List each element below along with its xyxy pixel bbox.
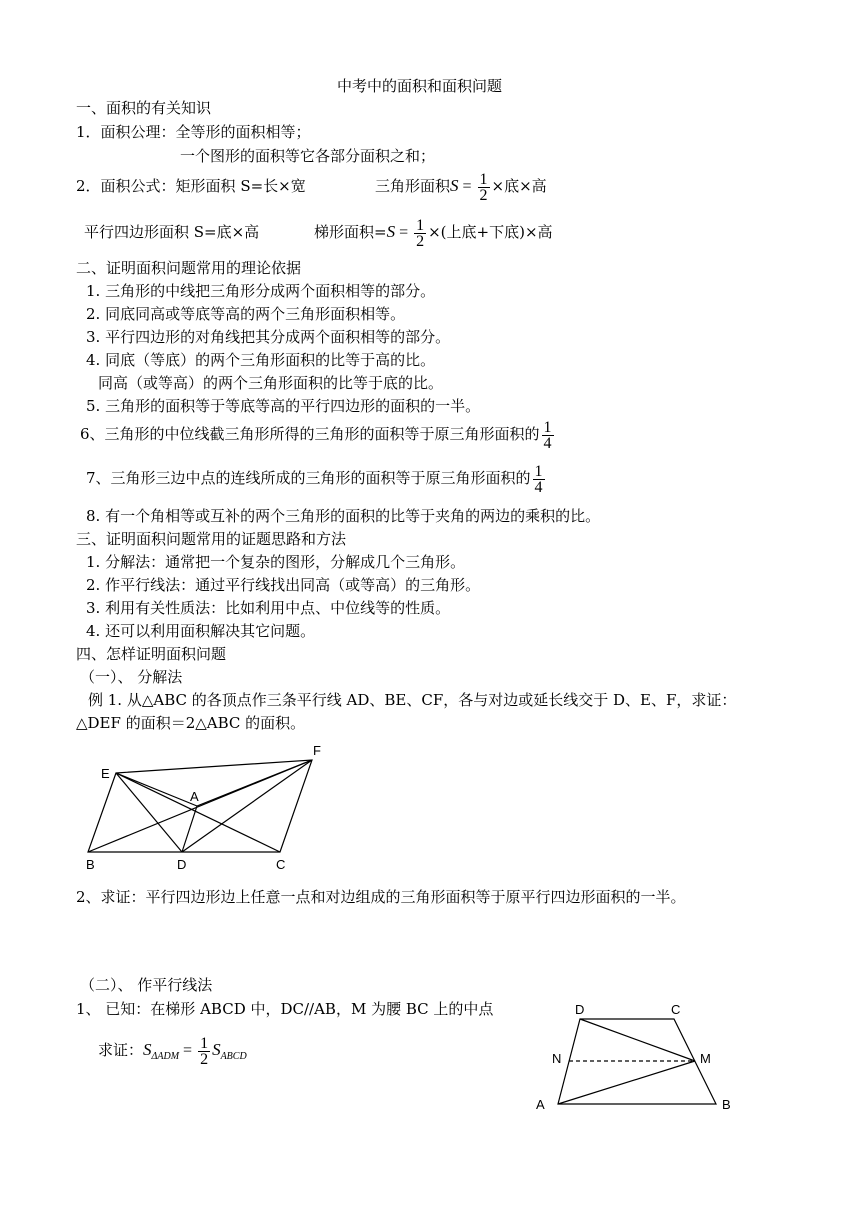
var-s: S [450, 176, 459, 195]
label-a: A [536, 1097, 545, 1112]
figure-parallelogram-def [80, 738, 340, 878]
fraction-quarter [533, 464, 545, 495]
triangle-area-label: 三角形面积 [375, 177, 451, 195]
theory-item: 1. 三角形的中线把三角形分成两个面积相等的部分。 [86, 282, 436, 300]
page-title: 中考中的面积和面积问题 [337, 77, 503, 95]
var-s: S [143, 1040, 152, 1059]
fraction-numerator: 1 [534, 462, 543, 480]
fraction-numerator: 1 [543, 418, 552, 436]
label-c: C [671, 1002, 681, 1017]
theory-item: 同高（或等高）的两个三角形面积的比等于底的比。 [98, 374, 444, 392]
label-a: A [190, 789, 199, 804]
fraction-numerator: 1 [479, 170, 488, 188]
fraction-numerator: 1 [200, 1034, 209, 1052]
theory-item: 2. 同底同高或等底等高的两个三角形面积相等。 [86, 305, 406, 323]
theory-item-text: 7、三角形三边中点的连线所成的三角形的面积等于原三角形面积的 [86, 469, 531, 487]
trapezoid-area-rest: ×(上底+下底)×高 [428, 223, 553, 241]
label-d: D [177, 857, 187, 872]
proof-label: 求证： [98, 1041, 144, 1059]
parallelogram-formula: 平行四边形面积 S=底×高 [84, 223, 260, 241]
label-b: B [86, 857, 95, 872]
trapezoid-area-formula [314, 212, 553, 253]
label-f: F [313, 743, 321, 758]
label-c: C [276, 857, 286, 872]
area-formula-rect: 2．面积公式：矩形面积 S=长×宽 [76, 177, 306, 195]
fraction-denominator: 4 [543, 434, 552, 452]
example-1-line1: 例 1. 从△ABC 的各顶点作三条平行线 AD、BE、CF，各与对边或延长线交于 D、E、F，求证： [88, 691, 737, 709]
example-3: 1、 已知：在梯形 ABCD 中，DC//AB，M 为腰 BC 上的中点 [76, 1000, 494, 1018]
theory-item: 3. 平行四边形的对角线把其分成两个面积相等的部分。 [86, 328, 451, 346]
theory-item: 8. 有一个角相等或互补的两个三角形的面积的比等于夹角的两边的乘积的比。 [86, 507, 601, 525]
theory-item: 4. 同底（等底）的两个三角形面积的比等于高的比。 [86, 351, 436, 369]
theory-item: 5. 三角形的面积等于等底等高的平行四边形的面积的一半。 [86, 397, 481, 415]
equals: = [458, 178, 476, 195]
fraction-denominator: 2 [479, 186, 488, 204]
subscript-adm: ΔADM [151, 1051, 180, 1062]
segment-fb [88, 760, 312, 852]
figure-trapezoid-abcd [530, 996, 750, 1120]
section-2-heading: 二、证明面积问题常用的理论依据 [76, 259, 302, 277]
fraction-half [478, 172, 490, 203]
subscript-abcd: ABCD [220, 1051, 247, 1062]
label-d: D [575, 1002, 585, 1017]
equals: = [179, 1042, 197, 1059]
triangle-area-formula [375, 166, 547, 207]
example-2: 2、求证：平行四边形边上任意一点和对边组成的三角形面积等于原平行四边形面积的一半。 [76, 888, 686, 906]
var-s: S [212, 1040, 221, 1059]
method-item: 4. 还可以利用面积解决其它问题。 [86, 622, 316, 640]
label-m: M [700, 1051, 711, 1066]
equals: = [395, 224, 413, 241]
example-1-line2: △DEF 的面积＝2△ABC 的面积。 [76, 714, 306, 732]
method-item: 2. 作平行线法：通过平行线找出同高（或等高）的三角形。 [86, 576, 481, 594]
theory-item-6 [80, 414, 556, 454]
area-axiom: 1．面积公理：全等形的面积相等； [76, 123, 311, 141]
segment-ea [116, 773, 197, 806]
subsection-parallel-line: （二）、 作平行线法 [80, 976, 213, 994]
proof-statement [98, 1030, 247, 1077]
area-axiom-line2: 一个图形的面积等它各部分面积之和； [180, 147, 436, 165]
segment-am [558, 1061, 695, 1104]
fraction-half [414, 218, 426, 249]
segment-ed [116, 773, 182, 852]
section-4-heading: 四、怎样证明面积问题 [76, 645, 227, 663]
label-e: E [101, 766, 110, 781]
var-s: S [386, 222, 396, 241]
fraction-denominator: 2 [416, 232, 425, 250]
triangle-area-rest: ×底×高 [491, 177, 547, 195]
fraction-half [198, 1036, 210, 1067]
fraction-quarter [542, 420, 554, 451]
label-b: B [722, 1097, 731, 1112]
fraction-denominator: 4 [534, 478, 543, 496]
section-1-heading: 一、面积的有关知识 [76, 99, 212, 117]
section-3-heading: 三、证明面积问题常用的证题思路和方法 [76, 530, 347, 548]
theory-item-text: 6、三角形的中位线截三角形所得的三角形的面积等于原三角形面积的 [80, 425, 540, 443]
subsection-decomposition: （一）、 分解法 [80, 668, 183, 686]
method-item: 3. 利用有关性质法：比如利用中点、中位线等的性质。 [86, 599, 451, 617]
theory-item-7 [86, 458, 547, 498]
label-n: N [552, 1051, 562, 1066]
fraction-denominator: 2 [200, 1050, 209, 1068]
method-item: 1. 分解法：通常把一个复杂的图形，分解成几个三角形。 [86, 553, 466, 571]
trapezoid-area-label: 梯形面积= [314, 223, 387, 241]
fraction-numerator: 1 [416, 216, 425, 234]
